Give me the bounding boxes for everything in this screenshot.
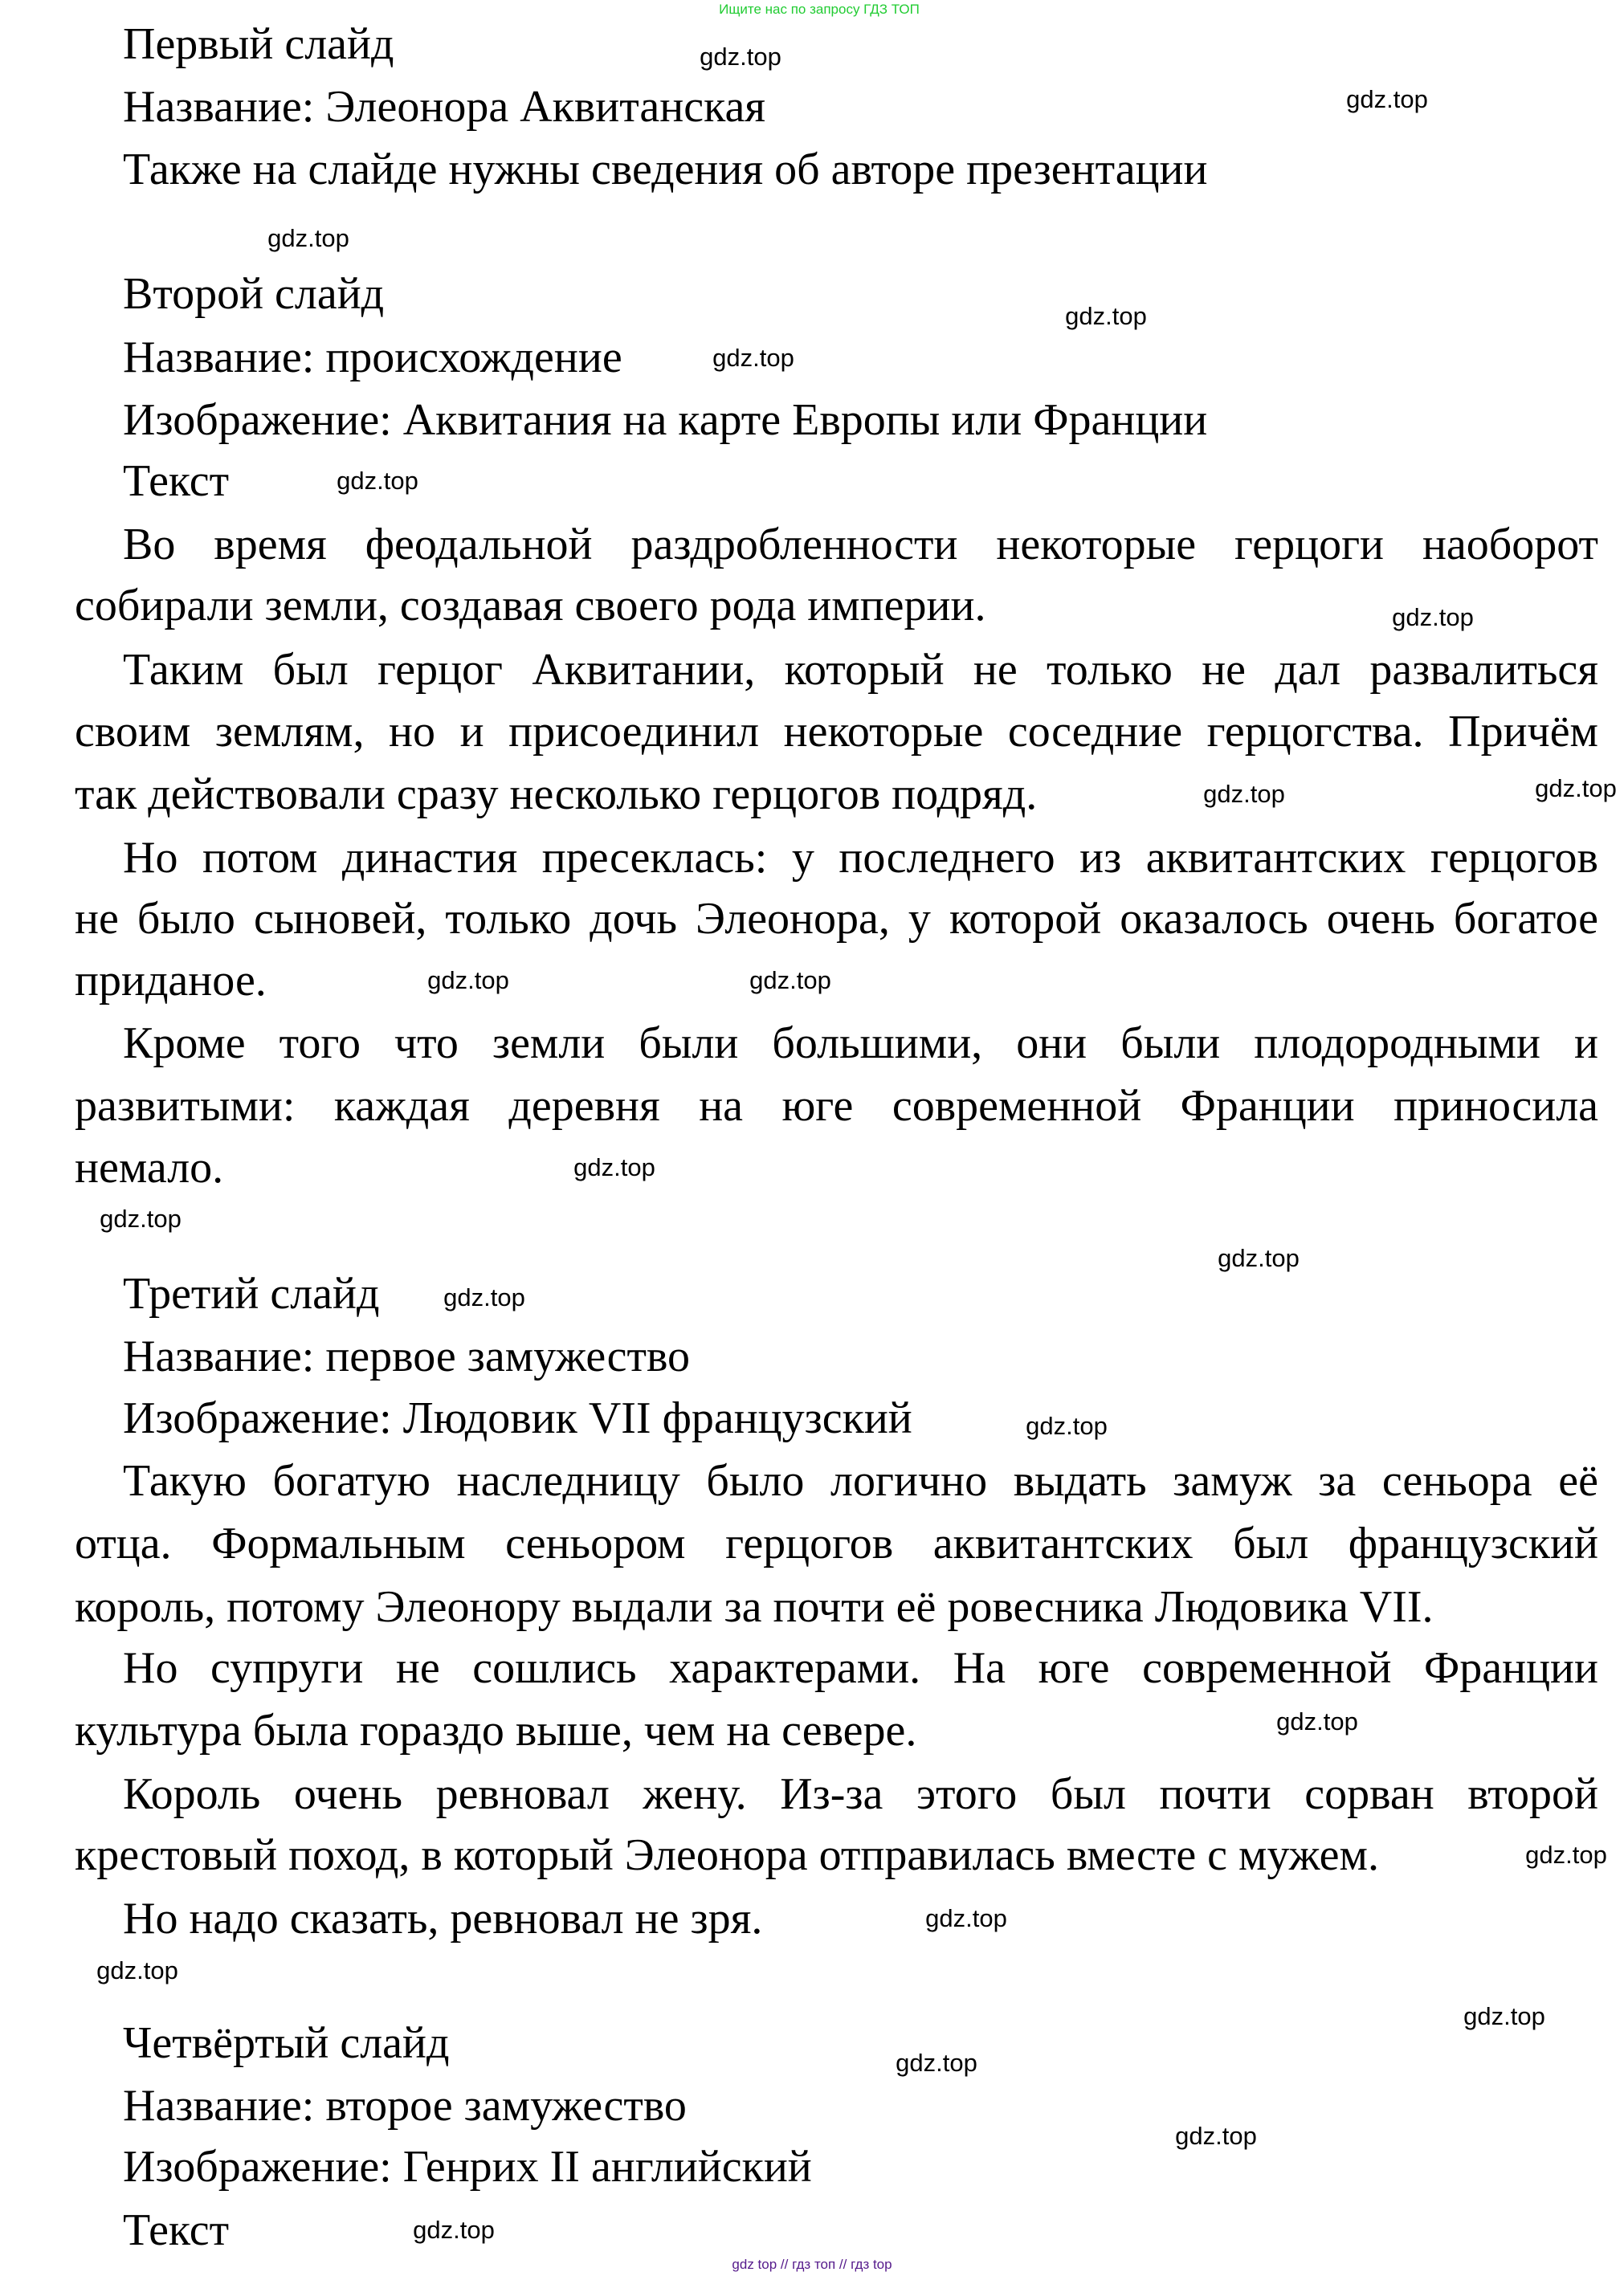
watermark: gdz.top xyxy=(413,2216,495,2244)
text-line: своим землям, но и присоединил некоторые соседние герцогства. Причём xyxy=(75,707,1598,757)
text-line: Таким был герцог Аквитании, который не только не дал развалиться xyxy=(123,645,1598,695)
text-line: Изображение: Аквитания на карте Европы или Франции xyxy=(123,395,1208,445)
watermark: gdz.top xyxy=(100,1205,182,1233)
watermark: gdz.top xyxy=(1392,603,1474,631)
text-line: так действовали сразу несколько герцогов подряд. xyxy=(75,769,1038,819)
watermark: gdz.top xyxy=(712,344,794,372)
watermark: gdz.top xyxy=(427,966,509,994)
text-line: Такую богатую наследницу было логично выдать замуж за сеньора её xyxy=(123,1456,1598,1506)
text-line: Текст xyxy=(123,456,230,506)
text-line: немало. xyxy=(75,1143,224,1193)
text-line: король, потому Элеонору выдали за почти её ровесника Людовика VII. xyxy=(75,1582,1434,1632)
text-line: Текст xyxy=(123,2205,230,2255)
search-banner: Ищите нас по запросу ГДЗ ТОП xyxy=(719,2,920,17)
text-line: собирали земли, создавая своего рода империи. xyxy=(75,581,986,630)
text-line: отца. Формальным сеньором герцогов аквитантских был французский xyxy=(75,1519,1598,1568)
text-line: Название: второе замужество xyxy=(123,2081,687,2131)
watermark: gdz.top xyxy=(1203,780,1285,808)
watermark: gdz.top xyxy=(573,1153,655,1181)
text-line: Изображение: Людовик VII французский xyxy=(123,1393,912,1443)
text-line: развитыми: каждая деревня на юге современной Франции приносила xyxy=(75,1081,1598,1131)
text-line: Но надо сказать, ревновал не зря. xyxy=(123,1894,763,1944)
text-line: Четвёртый слайд xyxy=(123,2018,450,2068)
text-line: не было сыновей, только дочь Элеонора, у которой оказалось очень богатое xyxy=(75,894,1598,944)
watermark: gdz.top xyxy=(1218,1244,1300,1272)
text-line: культура была гораздо выше, чем на севере. xyxy=(75,1706,917,1756)
watermark: gdz.top xyxy=(443,1283,525,1311)
footer-links[interactable]: gdz top // гдз топ // гдз top xyxy=(732,2257,892,2272)
text-line: Но супруги не сошлись характерами. На юге современной Франции xyxy=(123,1643,1598,1693)
watermark: gdz.top xyxy=(337,467,418,495)
watermark: gdz.top xyxy=(925,1904,1007,1932)
text-line: Но потом династия пресеклась: у последнего из аквитантских герцогов xyxy=(123,833,1598,883)
watermark: gdz.top xyxy=(700,43,781,71)
text-line: Изображение: Генрих II английский xyxy=(123,2142,812,2192)
text-line: приданое. xyxy=(75,956,267,1005)
watermark: gdz.top xyxy=(1463,2002,1545,2030)
text-line: Кроме того что земли были большими, они были плодородными и xyxy=(123,1018,1598,1068)
text-line: крестовый поход, в который Элеонора отправилась вместе с мужем. xyxy=(75,1830,1379,1880)
watermark: gdz.top xyxy=(1065,302,1147,330)
watermark: gdz.top xyxy=(749,966,831,994)
watermark: gdz.top xyxy=(267,224,349,252)
text-line: Название: Элеонора Аквитанская xyxy=(123,82,766,132)
text-line: Первый слайд xyxy=(123,19,394,69)
text-line: Король очень ревновал жену. Из-за этого был почти сорван второй xyxy=(123,1769,1598,1819)
watermark: gdz.top xyxy=(1175,2122,1257,2150)
text-line: Второй слайд xyxy=(123,269,385,319)
text-line: Название: первое замужество xyxy=(123,1332,691,1381)
watermark: gdz.top xyxy=(1026,1412,1108,1440)
watermark: gdz.top xyxy=(896,2049,977,2077)
text-line: Во время феодальной раздробленности некоторые герцоги наоборот xyxy=(123,520,1598,569)
text-line: Также на слайде нужны сведения об авторе презентации xyxy=(123,145,1208,194)
text-line: Название: происхождение xyxy=(123,332,622,382)
watermark: gdz.top xyxy=(96,1956,178,1984)
watermark: gdz.top xyxy=(1276,1707,1358,1736)
watermark: gdz.top xyxy=(1535,774,1617,802)
watermark: gdz.top xyxy=(1525,1841,1607,1869)
text-line: Третий слайд xyxy=(123,1269,380,1319)
watermark: gdz.top xyxy=(1346,85,1428,113)
